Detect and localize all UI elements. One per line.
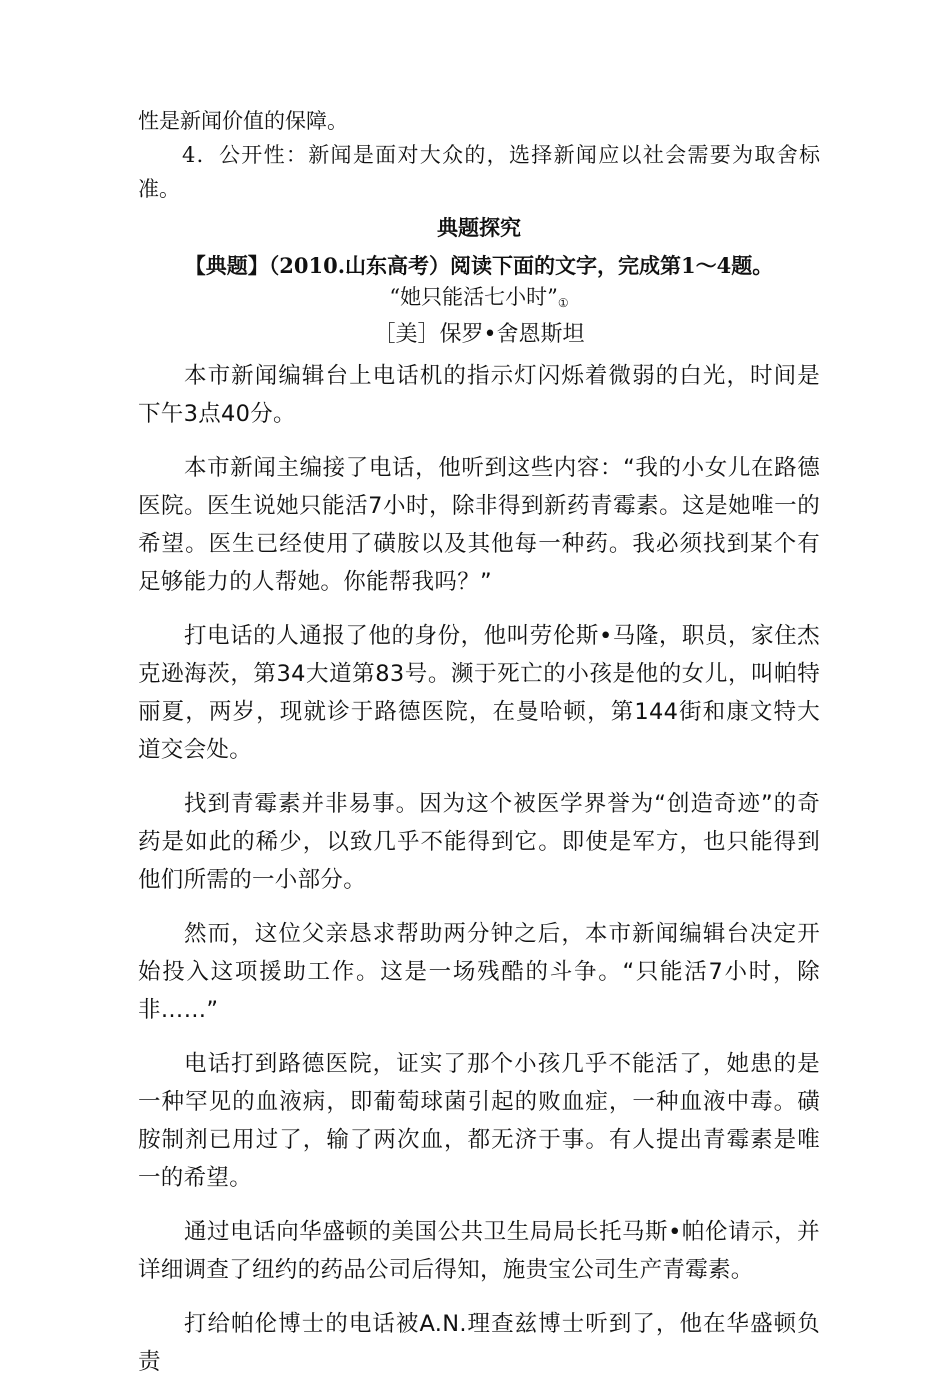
body-paragraph: 电话打到路德医院，证实了那个小孩几乎不能活了，她患的是一种罕见的血液病，即葡萄球菌引起的败血症，一种血液中毒。磺胺制剂已用过了，输了两次血，都无济于事。有人提出青霉素是唯一的希望。 <box>138 1051 820 1191</box>
document-page <box>138 0 820 1397</box>
body-paragraph: 然而，这位父亲恳求帮助两分钟之后，本市新闻编辑台决定开始投入这项援助工作。这是一场残酷的斗争。“只能活7小时，除非……” <box>138 921 820 1023</box>
footnote-mark: ① <box>557 296 569 310</box>
story-title-line <box>138 282 820 315</box>
body-paragraph: 打给帕伦博士的电话被A.N.理查兹博士听到了，他在华盛顿负责 <box>138 1311 820 1375</box>
story-title: “她只能活七小时” <box>389 285 558 309</box>
question-header: 【典题】（2010.山东高考）阅读下面的文字，完成第1～4题。 <box>184 253 774 278</box>
section-title: 典题探究 <box>437 215 521 240</box>
story-author: ［美］保罗•舍恩斯坦 <box>373 322 585 347</box>
body-paragraph: 本市新闻主编接了电话，他听到这些内容：“我的小女儿在路德医院。医生说她只能活7小时，除非得到新药青霉素。这是她唯一的希望。医生已经使用了磺胺以及其他每一种药。我必须找到某个有足够能力的人帮她。你能帮我吗？” <box>138 455 820 595</box>
body-paragraph: 通过电话向华盛顿的美国公共卫生局局长托马斯•帕伦请示，并详细调查了纽约的药品公司后得知，施贵宝公司生产青霉素。 <box>138 1219 820 1283</box>
item-4: 4．公开性：新闻是面对大众的，选择新闻应以社会需要为取舍标准。 <box>138 143 820 201</box>
body-paragraph: 本市新闻编辑台上电话机的指示灯闪烁着微弱的白光，时间是下午3点40分。 <box>138 363 820 427</box>
intro-line: 性是新闻价值的保障。 <box>138 109 348 133</box>
body-paragraph: 打电话的人通报了他的身份，他叫劳伦斯•马隆，职员，家住杰克逊海茨，第34大道第83号。濒于死亡的小孩是他的女儿，叫帕特丽夏，两岁，现就诊于路德医院，在曼哈顿，第144街和康文特大道交会处。 <box>138 623 820 763</box>
body-paragraph: 找到青霉素并非易事。因为这个被医学界誉为“创造奇迹”的奇药是如此的稀少，以致几乎不能得到它。即使是军方，也只能得到他们所需的一小部分。 <box>138 791 820 893</box>
